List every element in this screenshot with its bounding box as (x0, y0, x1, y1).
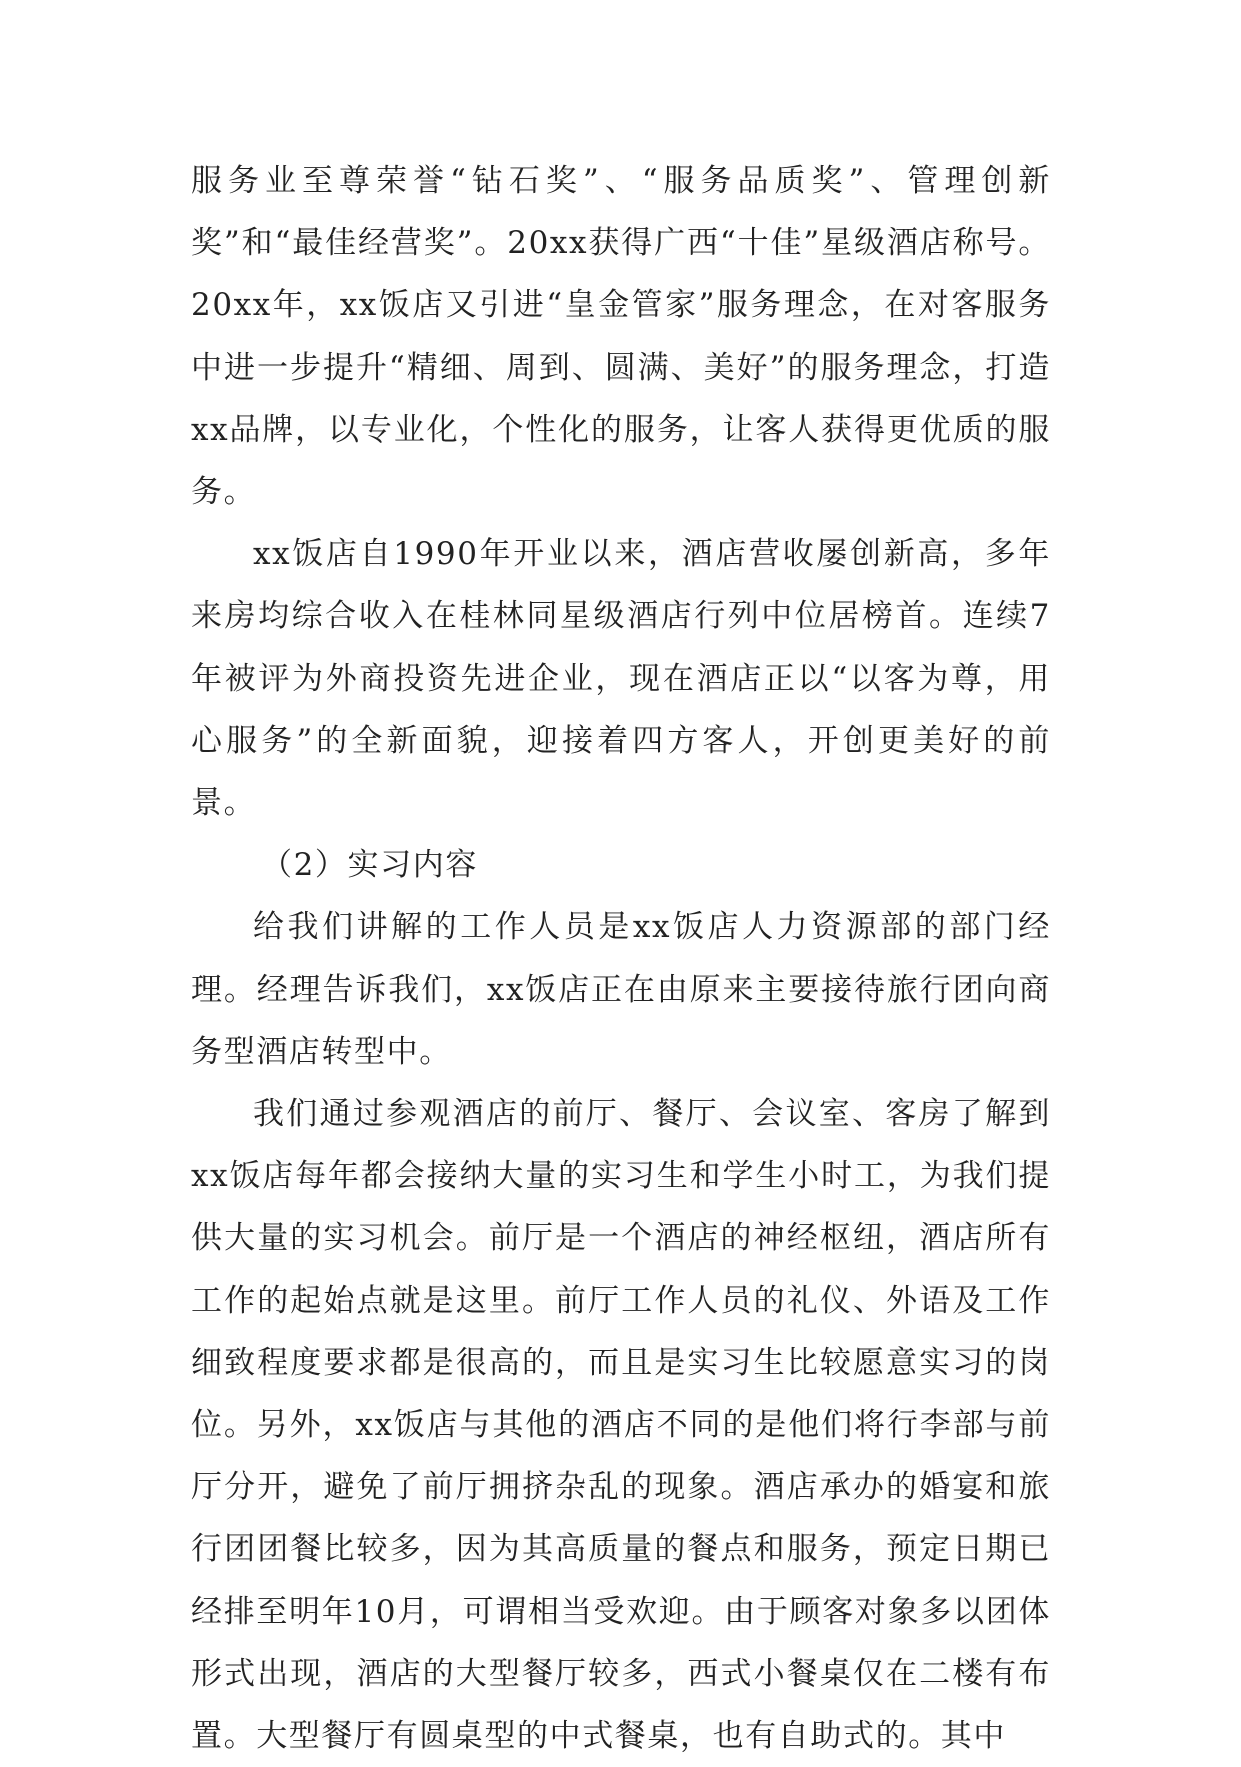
paragraph-awards: 服务业至尊荣誉“钻石奖”、“服务品质奖”、管理创新奖”和“最佳经营奖”。20xx获得广西“十佳”星级酒店称号。20xx年，xx饭店又引进“皇金管家”服务理念，在对客服务中进一步提升“精细、周到、圆满、美好”的服务理念，打造xx品牌，以专业化，个性化的服务，让客人获得更优质的服务。 (191, 163, 1051, 511)
paragraph-manager: 给我们讲解的工作人员是xx饭店人力资源部的部门经理。经理告诉我们，xx饭店正在由原来主要接待旅行团向商务型酒店转型中。 (191, 909, 1051, 1070)
paragraph-history: xx饭店自1990年开业以来，酒店营收屡创新高，多年来房均综合收入在桂林同星级酒店行列中位居榜首。连续7年被评为外商投资先进企业，现在酒店正以“以客为尊，用心服务”的全新面貌，迎接着四方客人，开创更美好的前景。 (191, 536, 1051, 822)
document-page (191, 150, 1051, 1767)
section-heading: （2）实习内容 (261, 847, 478, 884)
paragraph-tour: 我们通过参观酒店的前厅、餐厅、会议室、客房了解到xx饭店每年都会接纳大量的实习生和学生小时工，为我们提供大量的实习机会。前厅是一个酒店的神经枢纽，酒店所有工作的起始点就是这里。前厅工作人员的礼仪、外语及工作细致程度要求都是很高的，而且是实习生比较愿意实习的岗位。另外，xx饭店与其他的酒店不同的是他们将行李部与前厅分开，避免了前厅拥挤杂乱的现象。酒店承办的婚宴和旅行团团餐比较多，因为其高质量的餐点和服务，预定日期已经排至明年10月，可谓相当受欢迎。由于顾客对象多以团体形式出现，酒店的大型餐厅较多，西式小餐桌仅在二楼有布置。大型餐厅有圆桌型的中式餐桌，也有自助式的。其中 (191, 1096, 1051, 1755)
